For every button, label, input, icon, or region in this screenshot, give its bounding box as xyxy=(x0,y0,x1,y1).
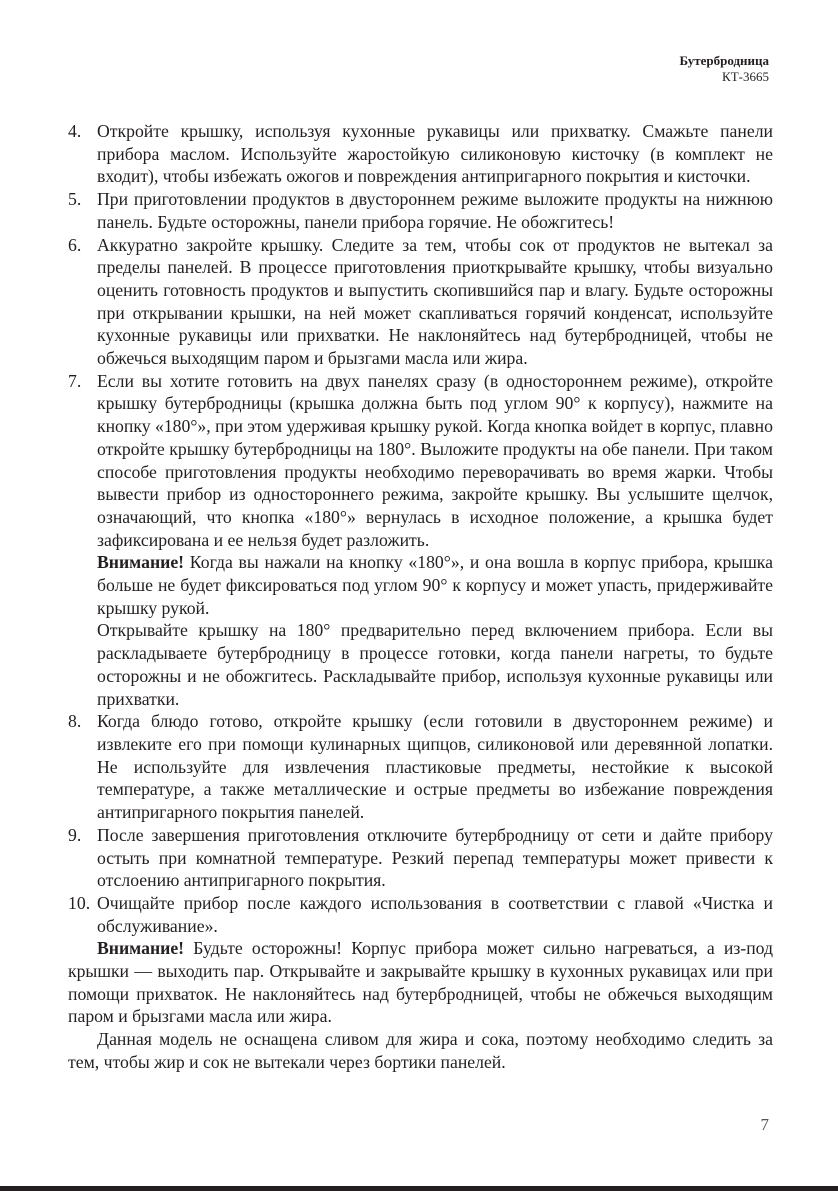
step-body xyxy=(97,370,773,711)
page-number: 7 xyxy=(760,1115,769,1134)
step-item xyxy=(68,892,773,937)
step-text: Очищайте прибор после каждого использования в соответствии с главой «Чистка и обслуживание». xyxy=(97,892,773,936)
step-body xyxy=(97,710,773,824)
warning-label: Внимание! xyxy=(97,938,185,959)
step-text: При приготовлении продуктов в двустороннем режиме выложите продукты на нижнюю панель. Будьте осторожны, панели прибора горячие. Не обожгитесь! xyxy=(97,189,773,232)
step-number: 7. xyxy=(68,370,82,391)
step-item xyxy=(68,824,773,892)
step-text: Открывайте крышку на 180° предварительно перед включением прибора. Если вы раскладываете бутербродницу в процессе готовки, когда панели нагреты, то будьте осторожны и не обожгитесь. Раскладывайте прибор, используя кухонные рукавицы или прихватки. xyxy=(97,620,773,709)
step-text: Откройте крышку, используя кухонные рукавицы или прихватку. Смажьте панели прибора маслом. Используйте жаростойкую силиконовую кисточку (в комплект не входит), чтобы избежать ожогов и повреждения антипригарного покрытия и кисточки. xyxy=(97,121,773,187)
warning-text: Будьте осторожны! Корпус прибора может сильно нагреваться, а из-под крышки — выходить пар. Открывайте и закрывайте крышку в кухонных рукавицах или при помощи прихваток. Не наклоняйтесь над бутербродницей, чтобы не обжечься выходящим паром и брызгами масла или жира. xyxy=(68,938,773,1027)
step-number: 6. xyxy=(68,234,82,255)
step-number: 8. xyxy=(68,711,82,732)
model-number: КТ-3665 xyxy=(722,69,769,84)
step-paragraph xyxy=(97,619,773,710)
step-number: 5. xyxy=(68,189,82,210)
step-text: Когда блюдо готово, откройте крышку (если готовили в двустороннем режиме) и извлеките его при помощи кулинарных щипцов, силиконовой или деревянной лопатки. Не используйте для извлечения пластиковые предметы, нестойкие к высокой температуре, а также металлические и острые предметы во избежание повреждения антипригарного покрытия панелей. xyxy=(97,711,773,823)
step-number: 4. xyxy=(68,121,82,141)
step-paragraph xyxy=(97,188,773,233)
step-number: 10. xyxy=(68,892,91,913)
step-paragraph xyxy=(97,551,773,619)
numbered-steps xyxy=(68,120,773,937)
warning-paragraph xyxy=(68,937,773,1028)
step-body xyxy=(97,824,773,892)
step-item xyxy=(68,370,773,711)
instructions-body xyxy=(68,120,773,1074)
step-text: Если вы хотите готовить на двух панелях сразу (в одностороннем режиме), откройте крышку бутербродницы (крышка должна быть под углом 90° к корпусу), нажмите на кнопку «180°», при этом удерживая крышку рукой. Когда кнопка войдет в корпус, плавно откройте крышку бутербродницы на 180°. Выложите продукты на обе панели. При таком способе приготовления продукты необходимо переворачивать во время жарки. Чтобы вывести прибор из одностороннего режима, закройте крышку. Вы услышите щелчок, означающий, что кнопка «180°» вернулась в исходное положение, а крышка будет зафиксирована и ее нельзя будет разложить. xyxy=(97,370,773,550)
step-number: 9. xyxy=(68,824,82,845)
step-paragraph xyxy=(97,120,773,188)
step-body xyxy=(97,120,773,188)
step-text: Когда вы нажали на кнопку «180°», и она вошла в корпус прибора, крышка больше не будет фиксироваться под углом 90° к корпусу и может упасть, придерживайте крышку рукой. xyxy=(97,552,773,618)
warning-label: Внимание! xyxy=(97,552,185,573)
document-title: Бутербродница xyxy=(679,53,769,68)
step-paragraph xyxy=(97,824,773,892)
page-header xyxy=(679,53,769,85)
step-body xyxy=(97,892,773,937)
step-item xyxy=(68,710,773,824)
step-paragraph xyxy=(97,234,773,370)
step-item xyxy=(68,120,773,188)
step-body xyxy=(97,234,773,370)
step-text: После завершения приготовления отключите бутербродницу от сети и дайте прибору остыть при комнатной температуре. Резкий перепад температуры может привести к отслоению антипригарного покрытия. xyxy=(97,824,773,891)
step-paragraph xyxy=(97,370,773,552)
step-paragraph xyxy=(97,710,773,824)
final-paragraph: Данная модель не оснащена сливом для жира и сока, поэтому необходимо следить за тем, чтобы жир и сок не вытекали через бортики панелей. xyxy=(68,1029,773,1072)
step-item xyxy=(68,234,773,370)
step-paragraph xyxy=(97,892,773,937)
step-item xyxy=(68,188,773,233)
step-text: Аккуратно закройте крышку. Следите за тем, чтобы сок от продуктов не вытекал за пределы панелей. В процессе приготовления приоткрывайте крышку, чтобы визуально оценить готовность продуктов и выпустить скопившийся пар и влагу. Будьте осторожны при открывании крышки, на ней может скапливаться горячий конденсат, используйте кухонные рукавицы или прихватки. Не наклоняйтесь над бутербродницей, чтобы не обжечься выходящим паром и брызгами масла или жира. xyxy=(97,234,773,369)
step-body xyxy=(97,188,773,233)
bottom-rule xyxy=(0,1186,838,1191)
